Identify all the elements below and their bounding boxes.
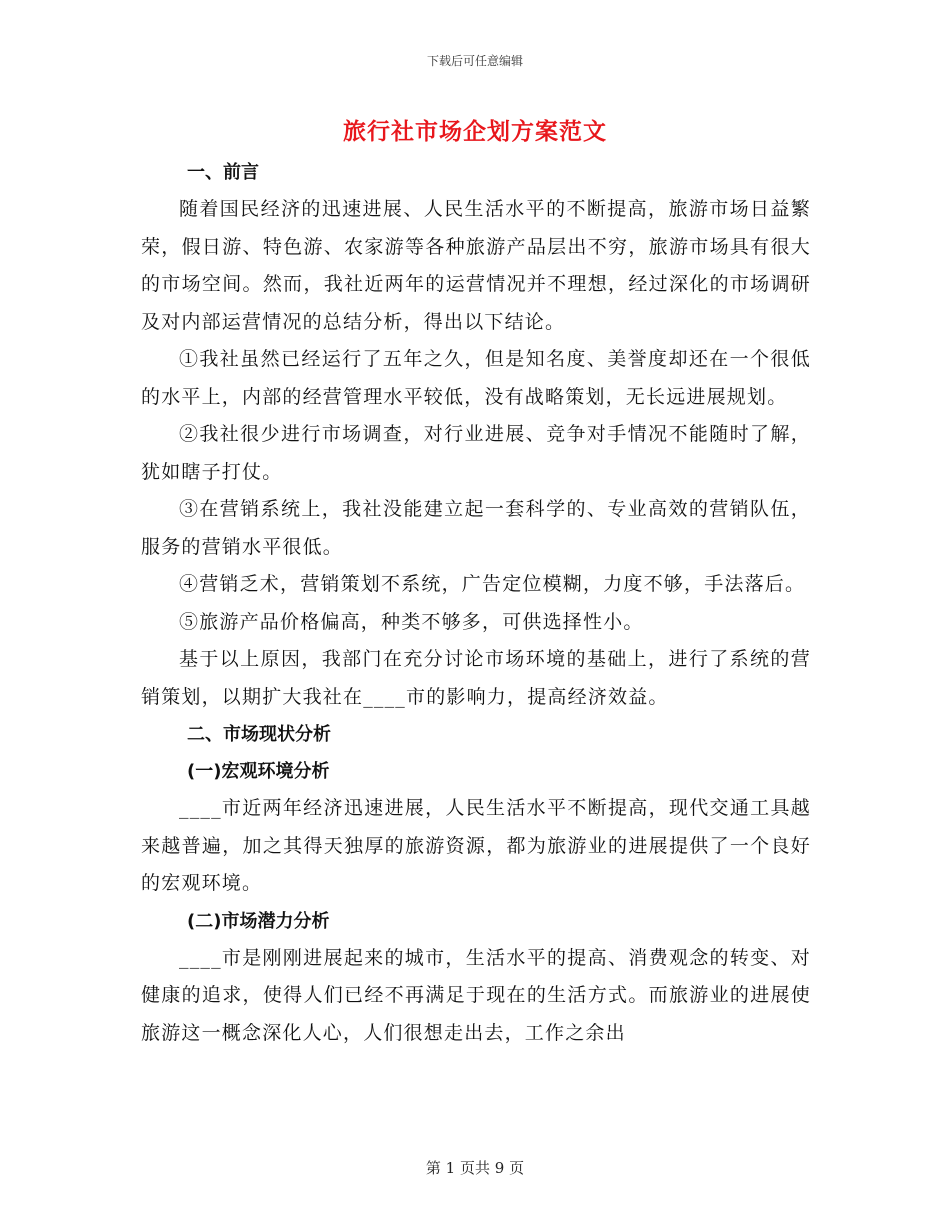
page-footer: 第 1 页共 9 页 <box>425 1159 525 1177</box>
document-title: 旅行社市场企划方案范文 <box>343 119 607 145</box>
paragraph: 随着国民经济的迅速进展、人民生活水平的不断提高，旅游市场日益繁荣，假日游、特色游、农家游等各种旅游产品层出不穷，旅游市场具有很大的市场空间。然而，我社近两年的运营情况并不理想，经过深化的市场调研及对内部运营情况的总结分析，得出以下结论。 <box>141 198 811 333</box>
section-heading-preface: 一、前言 <box>187 162 259 183</box>
paragraph: ②我社很少进行市场调查，对行业进展、竞争对手情况不能随时了解，犹如瞎子打仗。 <box>141 423 811 483</box>
paragraph: ____市近两年经济迅速进展，人民生活水平不断提高，现代交通工具越来越普遍，加之其得天独厚的旅游资源，都为旅游业的进展提供了一个良好的宏观环境。 <box>141 797 811 894</box>
paragraph: ①我社虽然已经运行了五年之久，但是知名度、美誉度却还在一个很低的水平上，内部的经营管理水平较低，没有战略策划，无长远进展规划。 <box>141 348 811 408</box>
paragraph: ____市是刚刚进展起来的城市，生活水平的提高、消费观念的转变、对健康的追求，使得人们已经不再满足于现在的生活方式。而旅游业的进展使旅游这一概念深化人心，人们很想走出去，工作之余出 <box>141 946 811 1044</box>
subsection-heading-potential: (二)市场潜力分析 <box>187 910 330 932</box>
paragraph: ③在营销系统上，我社没能建立起一套科学的、专业高效的营销队伍，服务的营销水平很低。 <box>141 498 811 558</box>
paragraph: ⑤旅游产品价格偏高，种类不够多，可供选择性小。 <box>179 610 644 633</box>
subsection-heading-macro: (一)宏观环境分析 <box>187 761 330 782</box>
paragraph: ④营销乏术，营销策划不系统，广告定位模糊，力度不够，手法落后。 <box>179 573 806 595</box>
document-body <box>141 154 811 1052</box>
paragraph: 基于以上原因，我部门在充分讨论市场环境的基础上，进行了系统的营销策划，以期扩大我社在____市的影响力，提高经济效益。 <box>141 648 811 708</box>
page-header: 下载后可任意编辑 <box>426 54 523 68</box>
section-heading-market-status: 二、市场现状分析 <box>187 724 331 745</box>
